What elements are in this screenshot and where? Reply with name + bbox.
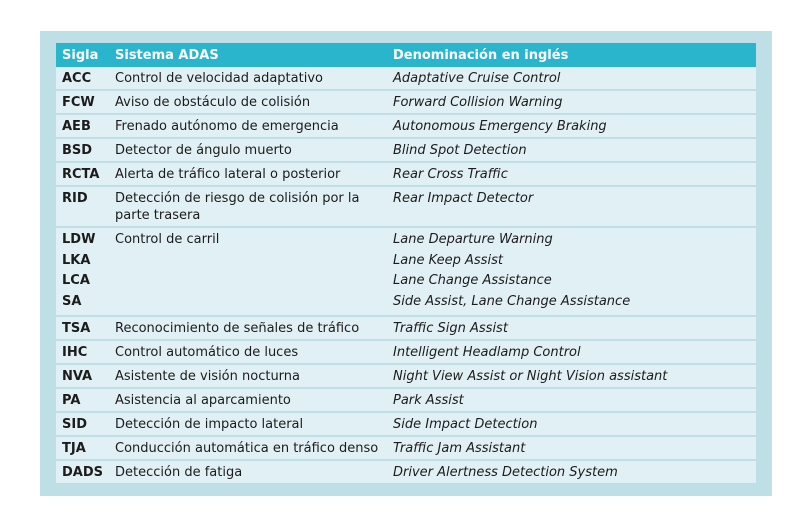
table-row	[56, 412, 756, 436]
cell-sistema: Alerta de tráfico lateral o posterior	[109, 162, 387, 186]
cell-sigla: RID	[56, 186, 109, 227]
cell-sistema: Asistencia al aparcamiento	[109, 388, 387, 412]
cell-english-group	[387, 227, 756, 316]
cell-sigla: TJA	[56, 436, 109, 460]
english-sa: Side Assist, Lane Change Assistance	[393, 293, 631, 309]
table-row	[56, 436, 756, 460]
cell-sistema: Control de velocidad adaptativo	[109, 67, 387, 90]
cell-english: Night View Assist or Night Vision assistant	[387, 364, 756, 388]
table-row	[56, 67, 756, 90]
english-lka: Lane Keep Assist	[393, 252, 503, 268]
cell-sigla: RCTA	[56, 162, 109, 186]
cell-sigla: PA	[56, 388, 109, 412]
cell-sigla: SID	[56, 412, 109, 436]
cell-sigla: NVA	[56, 364, 109, 388]
cell-sigla: ACC	[56, 67, 109, 90]
header-denominacion: Denominación en inglés	[387, 43, 756, 67]
cell-sistema: Detector de ángulo muerto	[109, 138, 387, 162]
cell-sigla: AEB	[56, 114, 109, 138]
sigla-ldw: LDW	[62, 232, 96, 247]
sigla-lca: LCA	[62, 273, 90, 288]
table-row-lane-group	[56, 227, 756, 316]
lane-sistema-text: Control de carril	[115, 232, 220, 247]
table-row	[56, 460, 756, 484]
table-row	[56, 90, 756, 114]
cell-sigla: FCW	[56, 90, 109, 114]
cell-english: Blind Spot Detection	[387, 138, 756, 162]
cell-sigla: BSD	[56, 138, 109, 162]
cell-english: Rear Impact Detector	[387, 186, 756, 227]
cell-sigla: DADS	[56, 460, 109, 484]
cell-sistema: Control automático de luces	[109, 340, 387, 364]
cell-english: Adaptative Cruise Control	[387, 67, 756, 90]
table-row	[56, 162, 756, 186]
cell-english: Driver Alertness Detection System	[387, 460, 756, 484]
sigla-lka: LKA	[62, 252, 91, 268]
cell-sistema: Detección de fatiga	[109, 460, 387, 484]
table-row	[56, 138, 756, 162]
cell-english: Side Impact Detection	[387, 412, 756, 436]
cell-english: Autonomous Emergency Braking	[387, 114, 756, 138]
cell-english: Forward Collision Warning	[387, 90, 756, 114]
table-row	[56, 388, 756, 412]
cell-sigla: IHC	[56, 340, 109, 364]
cell-english: Traffic Jam Assistant	[387, 436, 756, 460]
cell-sistema: Detección de impacto lateral	[109, 412, 387, 436]
cell-english: Rear Cross Traffic	[387, 162, 756, 186]
cell-sistema: Detección de riesgo de colisión por la parte trasera	[109, 186, 387, 227]
table-row	[56, 186, 756, 227]
english-lca: Lane Change Assistance	[393, 273, 552, 288]
cell-sistema: Asistente de visión nocturna	[109, 364, 387, 388]
cell-sigla: TSA	[56, 316, 109, 340]
header-sigla: Sigla	[56, 43, 109, 67]
cell-english: Park Assist	[387, 388, 756, 412]
cell-sistema: Reconocimiento de señales de tráfico	[109, 316, 387, 340]
table-row	[56, 364, 756, 388]
cell-english: Traffic Sign Assist	[387, 316, 756, 340]
cell-sistema: Frenado autónomo de emergencia	[109, 114, 387, 138]
sigla-sa: SA	[62, 293, 82, 309]
cell-sistema: Aviso de obstáculo de colisión	[109, 90, 387, 114]
cell-sigla-group	[56, 227, 109, 316]
adas-table	[56, 43, 756, 485]
cell-sistema: Conducción automática en tráfico denso	[109, 436, 387, 460]
cell-sistema	[109, 227, 387, 316]
table-row	[56, 316, 756, 340]
cell-english: Intelligent Headlamp Control	[387, 340, 756, 364]
table-row	[56, 340, 756, 364]
english-ldw: Lane Departure Warning	[393, 232, 553, 247]
table-header-row	[56, 43, 756, 67]
header-sistema: Sistema ADAS	[109, 43, 387, 67]
table-row	[56, 114, 756, 138]
